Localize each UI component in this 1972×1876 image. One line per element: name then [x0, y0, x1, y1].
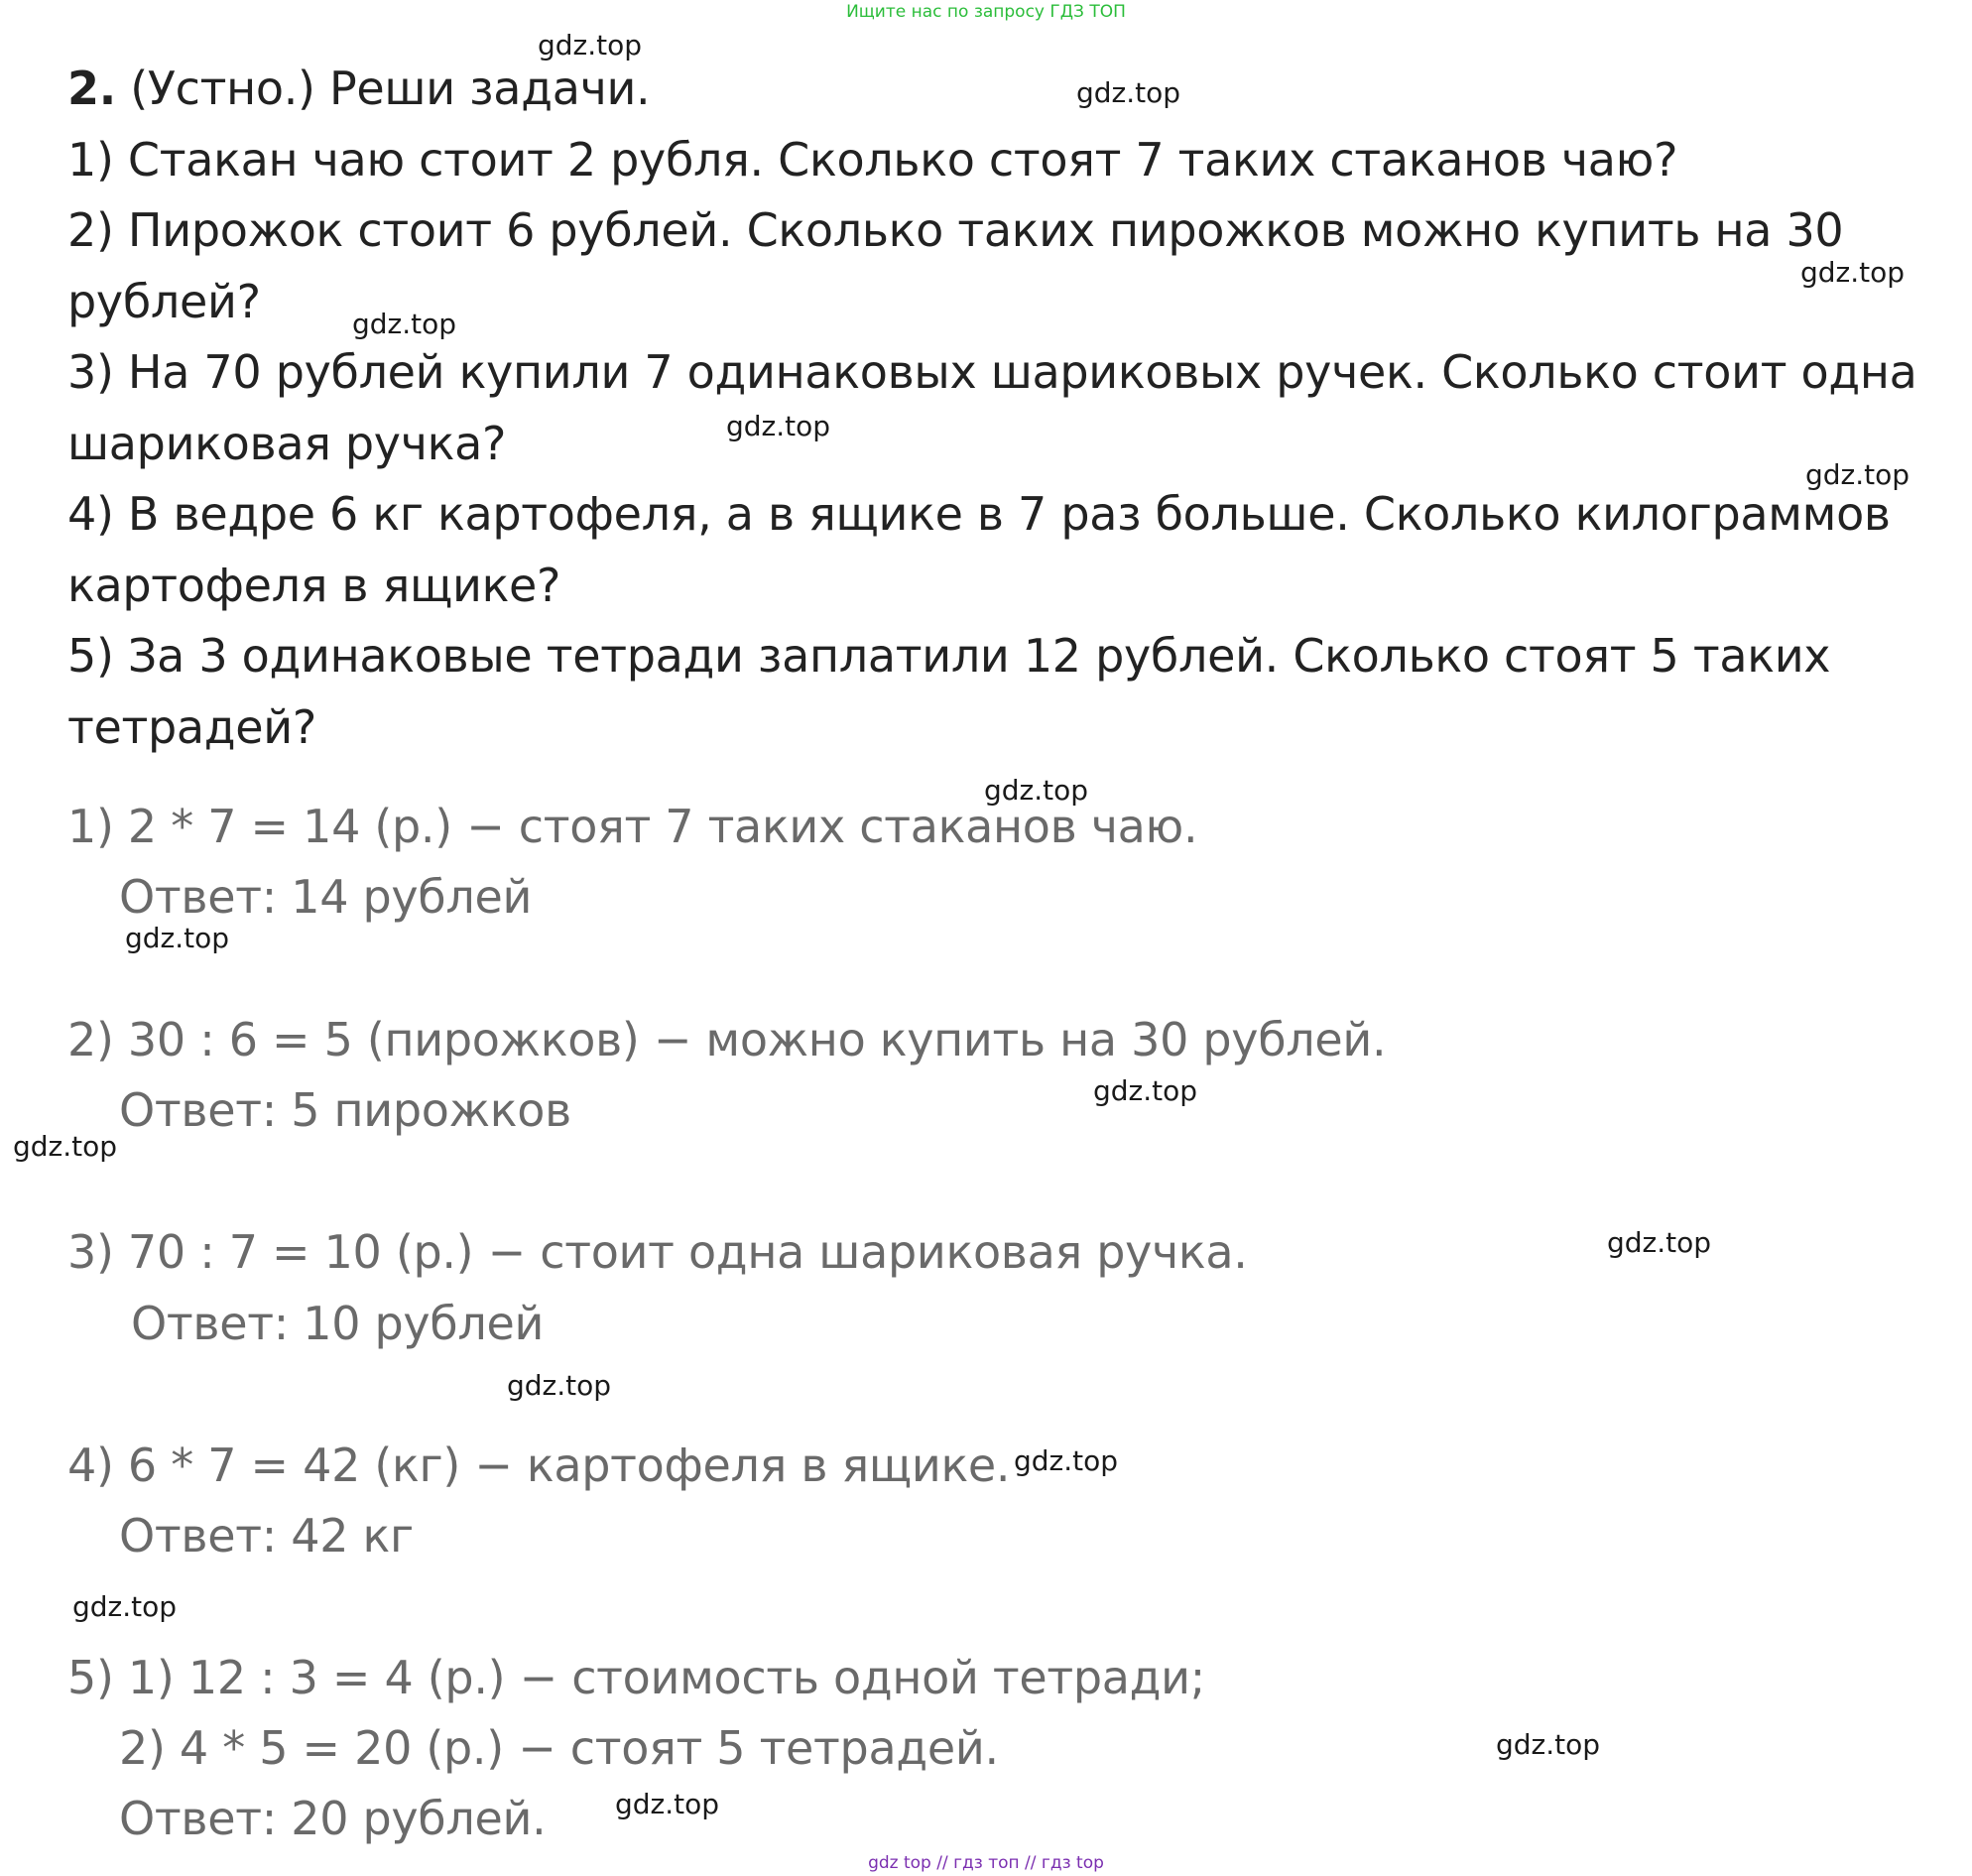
watermark: gdz.top	[72, 1590, 178, 1623]
solution-5-step-1: 5) 1) 12 : 3 = 4 (р.) − стоимость одной тетради;	[67, 1651, 1205, 1704]
task-line-1: 1) Стакан чаю стоит 2 рубля. Сколько стоят 7 таких стаканов чаю?	[67, 133, 1678, 187]
watermark: gdz.top	[352, 308, 457, 340]
solution-4: 4) 6 * 7 = 42 (кг) − картофеля в ящике.	[67, 1438, 1011, 1492]
task-number: 2.	[67, 62, 116, 115]
solution-3: 3) 70 : 7 = 10 (р.) − стоит одна шариковая ручка.	[67, 1225, 1248, 1279]
watermark: gdz.top	[538, 29, 643, 62]
top-banner-link[interactable]: Ищите нас по запросу ГДЗ ТОП	[846, 2, 1126, 22]
watermark: gdz.top	[615, 1788, 720, 1820]
watermark: gdz.top	[1607, 1226, 1712, 1259]
task-line-3-cont: шариковая ручка?	[67, 417, 507, 470]
footer-links[interactable]: gdz top // гдз топ // гдз top	[868, 1853, 1104, 1873]
task-line-4-cont: картофеля в ящике?	[67, 559, 561, 612]
answer-5: Ответ: 20 рублей.	[119, 1792, 547, 1845]
watermark: gdz.top	[1496, 1728, 1601, 1761]
watermark: gdz.top	[1093, 1074, 1198, 1107]
watermark: gdz.top	[726, 410, 831, 442]
task-line-4: 4) В ведре 6 кг картофеля, а в ящике в 7 раз больше. Сколько килограммов	[67, 487, 1891, 541]
solution-2: 2) 30 : 6 = 5 (пирожков) − можно купить на 30 рублей.	[67, 1013, 1387, 1066]
watermark: gdz.top	[1014, 1444, 1119, 1477]
task-line-5: 5) За 3 одинаковые тетради заплатили 12 рублей. Сколько стоят 5 таких	[67, 629, 1831, 683]
watermark: gdz.top	[1076, 76, 1181, 109]
task-title: (Устно.) Реши задачи.	[130, 62, 651, 115]
solution-1: 1) 2 * 7 = 14 (р.) − стоят 7 таких стаканов чаю.	[67, 800, 1198, 853]
watermark: gdz.top	[507, 1369, 612, 1402]
watermark: gdz.top	[125, 922, 230, 954]
watermark: gdz.top	[1805, 458, 1910, 491]
task-line-5-cont: тетрадей?	[67, 700, 316, 754]
answer-4: Ответ: 42 кг	[119, 1509, 414, 1563]
answer-2: Ответ: 5 пирожков	[119, 1083, 571, 1137]
task-line-3: 3) На 70 рублей купили 7 одинаковых шариковых ручек. Сколько стоит одна	[67, 345, 1917, 399]
watermark: gdz.top	[984, 774, 1089, 807]
task-line-2: 2) Пирожок стоит 6 рублей. Сколько таких пирожков можно купить на 30	[67, 203, 1844, 257]
watermark: gdz.top	[1800, 256, 1906, 289]
answer-1: Ответ: 14 рублей	[119, 870, 533, 924]
answer-3: Ответ: 10 рублей	[131, 1297, 545, 1350]
solution-5-step-2: 2) 4 * 5 = 20 (р.) − стоят 5 тетрадей.	[119, 1721, 999, 1775]
watermark: gdz.top	[13, 1130, 118, 1163]
task-header	[67, 62, 650, 115]
task-line-2-cont: рублей?	[67, 275, 261, 328]
